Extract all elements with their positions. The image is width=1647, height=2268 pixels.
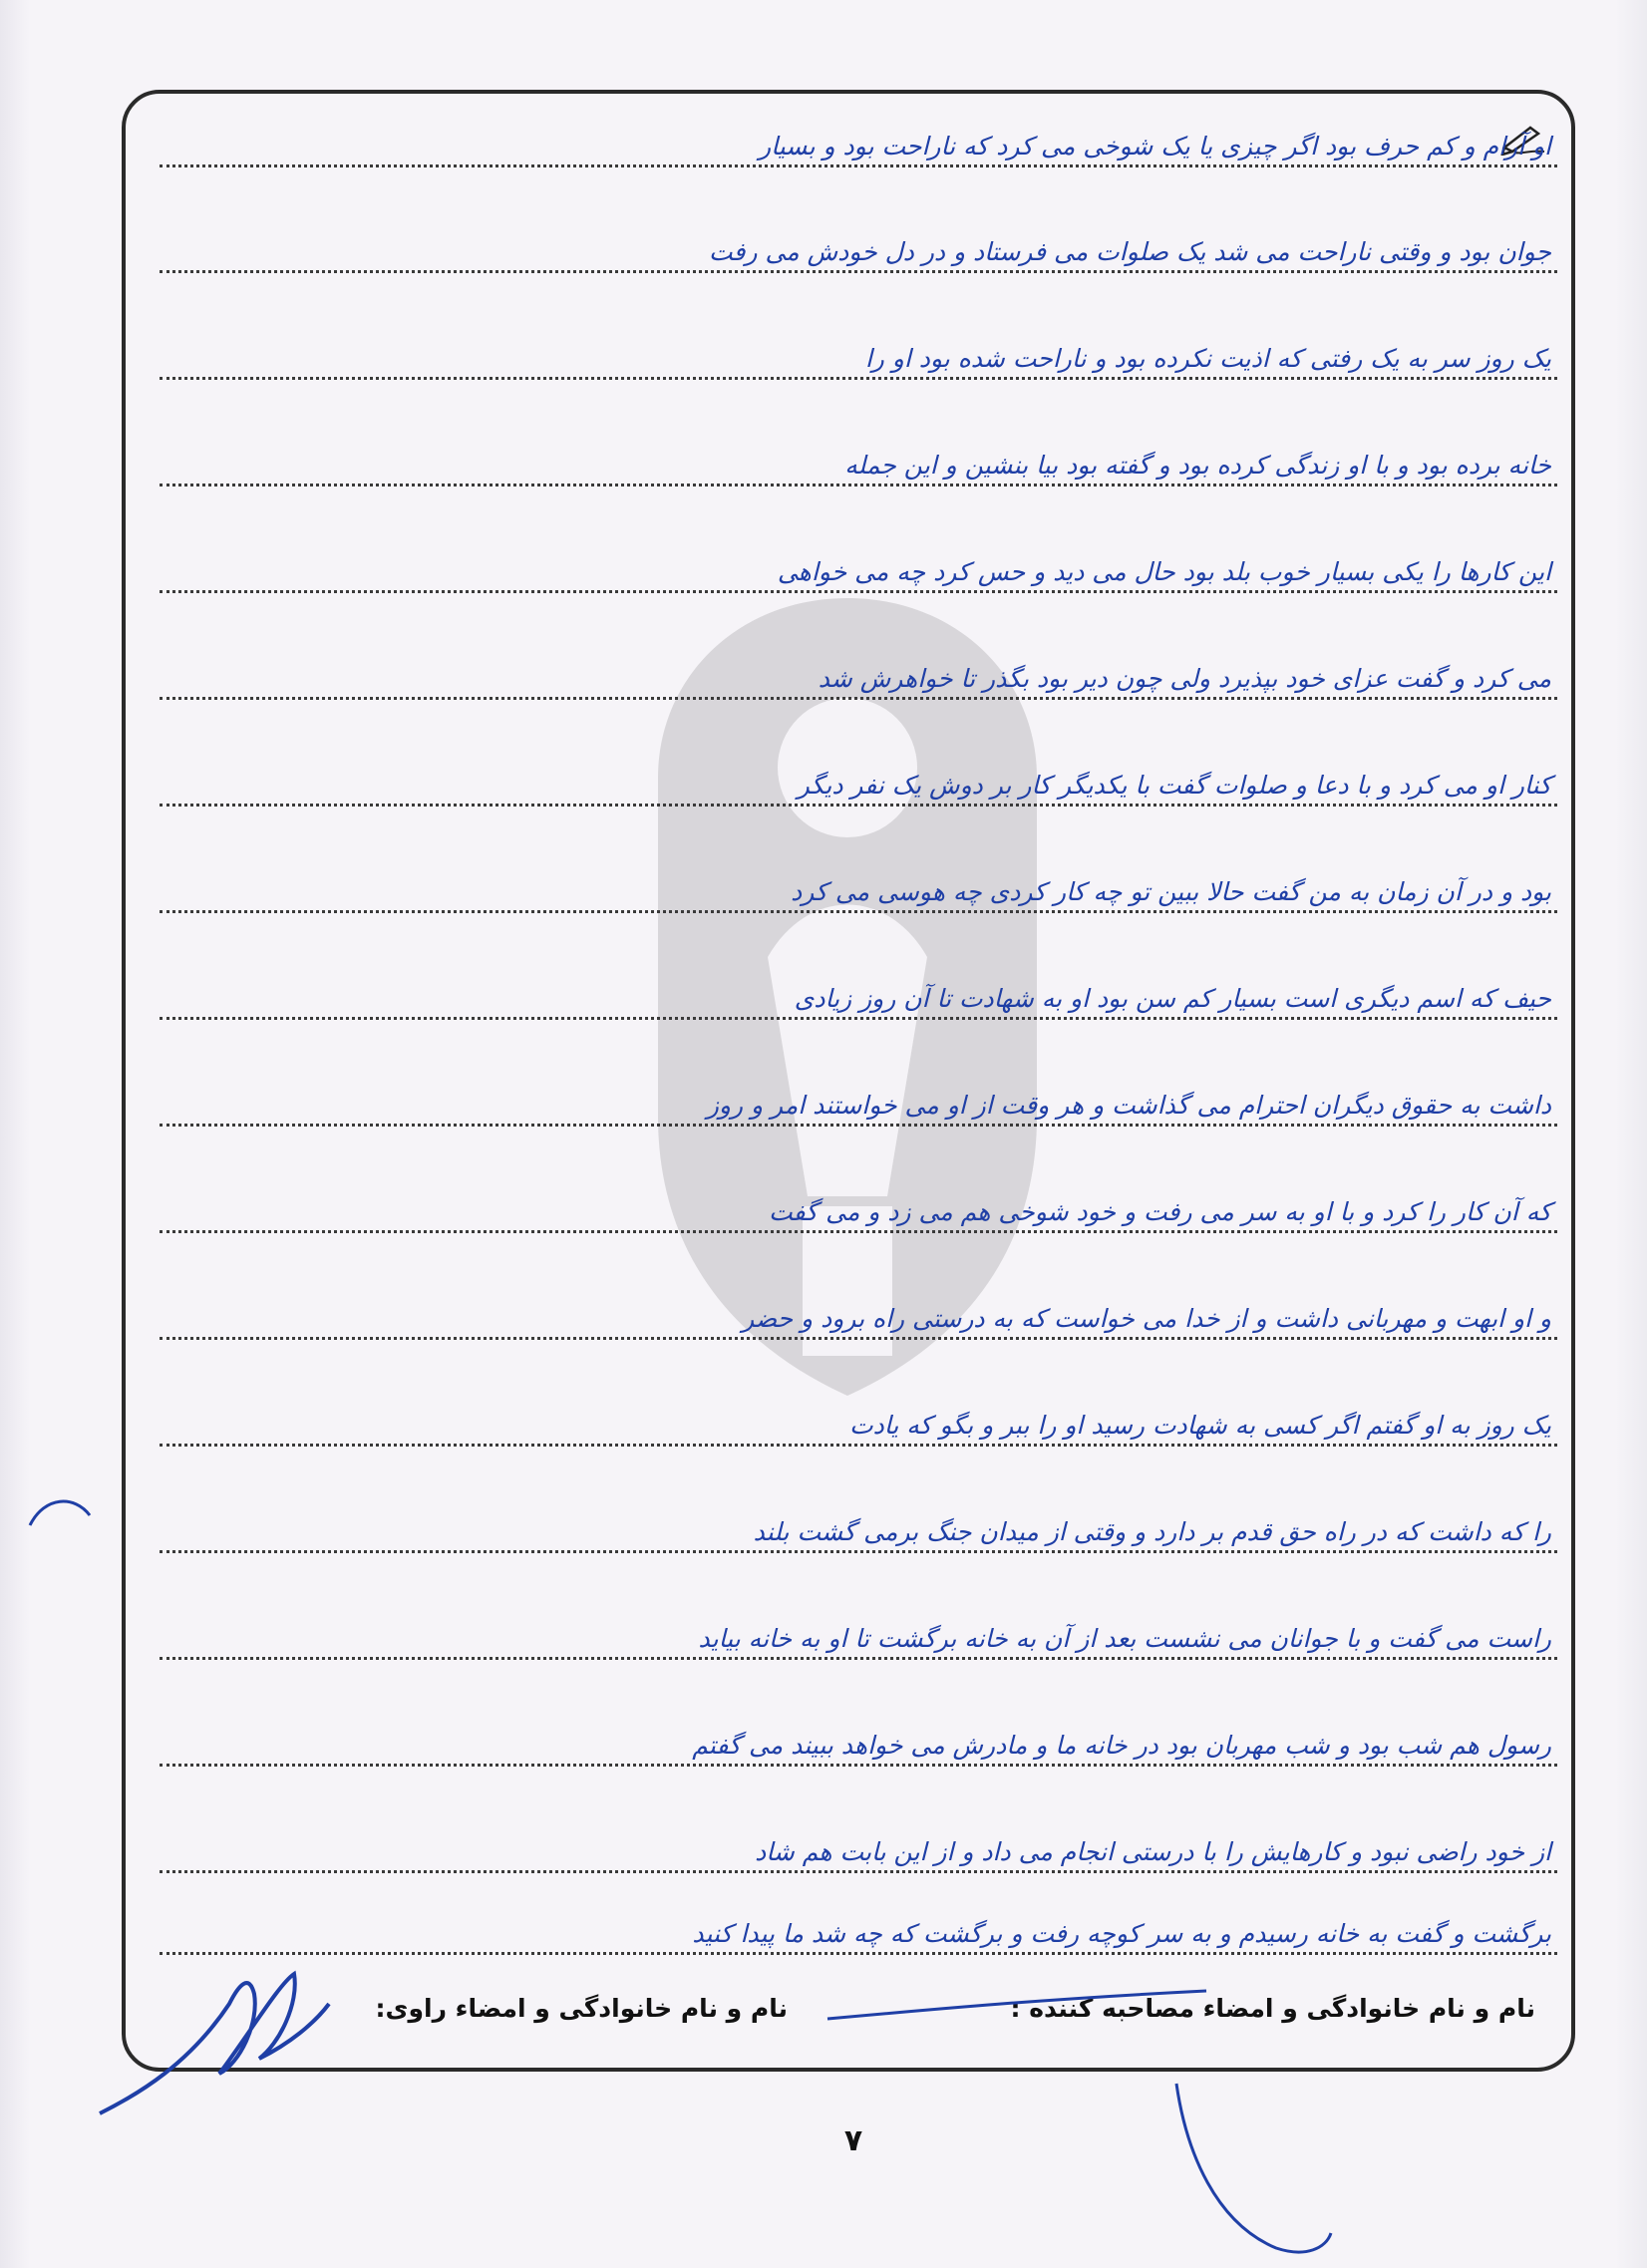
handwritten-line-17	[160, 1817, 1557, 1873]
handwritten-text-17: از خود راضی نبود و کارهایش را با درستی انجام می داد و از این بابت هم شاد	[755, 1837, 1551, 1866]
handwritten-line-4	[160, 431, 1557, 486]
handwritten-line-14	[160, 1497, 1557, 1553]
handwritten-text-8: بود و در آن زمان به من گفت حالا ببین تو چه کار کردی چه هوسی می کرد	[791, 877, 1551, 906]
handwritten-line-13	[160, 1391, 1557, 1447]
handwritten-text-18: برگشت و گفت به خانه رسیدم و به سر کوچه رفت و برگشت که چه شد ما پیدا کنید	[692, 1919, 1551, 1948]
handwritten-text-7: کنار او می کرد و با دعا و صلوات گفت با یکدیگر کار بر دوش یک نفر دیگر	[797, 771, 1551, 800]
handwritten-text-15: راست می گفت و با جوانان می نشست بعد از آن به خانه برگشت تا او به خانه بیاید	[698, 1624, 1551, 1653]
interviewer-signature-stroke	[818, 1979, 1216, 2029]
handwritten-text-14: را که داشت که در راه حق قدم بر دارد و وقتی از میدان جنگ برمی گشت بلند	[753, 1517, 1551, 1546]
page-number: ۷	[843, 2123, 863, 2158]
handwritten-text-4: خانه برده بود و با او زندگی کرده بود و گفته بود بیا بنشین و این جمله	[844, 451, 1551, 480]
handwritten-line-16	[160, 1711, 1557, 1767]
handwritten-line-11	[160, 1177, 1557, 1233]
handwritten-line-10	[160, 1071, 1557, 1127]
margin-scribble	[20, 1485, 100, 1545]
handwritten-line-3	[160, 324, 1557, 380]
handwritten-text-3: یک روز سر به یک رفتی که اذیت نکرده بود و ناراحت شده بود او را	[864, 344, 1551, 373]
handwritten-line-12	[160, 1284, 1557, 1340]
handwritten-line-7	[160, 751, 1557, 807]
handwritten-line-5	[160, 537, 1557, 593]
handwritten-text-12: و او ابهت و مهربانی داشت و از خدا می خواست که به درستی راه برود و حضر	[742, 1304, 1551, 1333]
handwritten-line-8	[160, 857, 1557, 913]
handwritten-text-2: جوان بود و وقتی ناراحت می شد یک صلوات می فرستاد و در دل خودش می رفت	[708, 237, 1551, 266]
narrator-signature-scribble	[80, 1944, 339, 2133]
handwritten-text-1: او آرام و کم حرف بود اگر چیزی یا یک شوخی می کرد که ناراحت بود و بسیار	[759, 132, 1551, 161]
handwritten-text-9: حیف که اسم دیگری است بسیار کم سن بود او به شهادت تا آن روز زیادی	[794, 984, 1551, 1013]
handwritten-line-15	[160, 1604, 1557, 1660]
handwritten-text-5: این کارها را یکی بسیار خوب بلد بود حال می دید و حس کرد چه می خواهی	[777, 557, 1551, 586]
handwritten-line-2	[160, 217, 1557, 273]
handwritten-text-13: یک روز به او گفتم اگر کسی به شهادت رسید او را ببر و بگو که یادت	[849, 1411, 1551, 1440]
narrator-signature-label: نام و نام خانوادگی و امضاء راوی:	[375, 1994, 788, 2023]
handwritten-text-11: که آن کار را کرد و با او به سر می رفت و خود شوخی هم می زد و می گفت	[769, 1197, 1551, 1226]
handwritten-line-6	[160, 644, 1557, 700]
handwritten-line-9	[160, 964, 1557, 1020]
handwritten-line-18	[160, 1899, 1557, 1955]
handwritten-text-16: رسول هم شب بود و شب مهربان بود در خانه ما و مادرش می خواهد ببیند می گفتم	[692, 1731, 1551, 1760]
handwritten-line-1	[160, 112, 1557, 167]
interviewer-signature-label: نام و نام خانوادگی و امضاء مصاحبه کننده :	[1010, 1994, 1535, 2023]
handwritten-text-6: می کرد و گفت عزای خود بپذیرد ولی چون دیر بود بگذر تا خواهرش شد	[818, 664, 1551, 693]
ink-loop-stroke	[1156, 2074, 1336, 2263]
handwritten-text-10: داشت به حقوق دیگران احترام می گذاشت و هر وقت از او می خواستند امر و روز	[706, 1091, 1551, 1120]
